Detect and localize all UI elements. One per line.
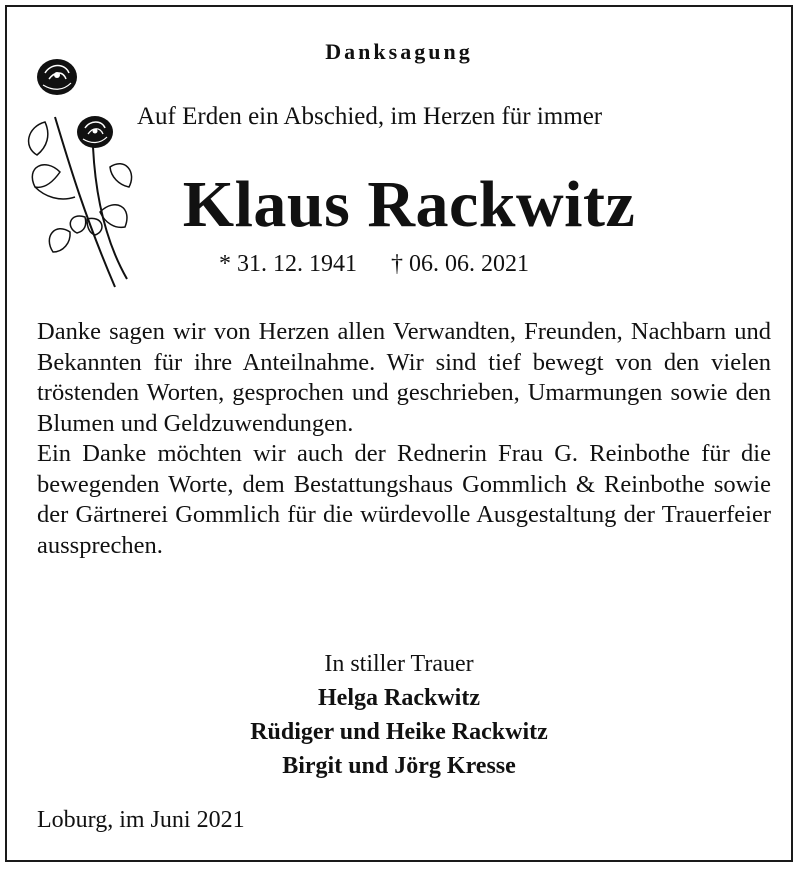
mourning-line: In stiller Trauer [324,651,474,677]
family-member: Birgit und Jörg Kresse [282,753,516,779]
notice-heading: Danksagung [325,39,473,64]
place-date-line: Loburg, im Juni 2021 [37,807,245,833]
family-member: Helga Rackwitz [318,685,480,711]
thanks-paragraph-1: Danke sagen wir von Herzen allen Verwandten, Freunden, Nachbarn und Bekannten für ihre Anteilnahme. Wir sind tief bewegt von den vielen tröstenden Worten, gesprochen und geschrieben, Umarmungen sowie den Blumen und Geldzuwendungen. [37,318,771,437]
thanks-paragraph-2: Ein Danke möchten wir auch der Rednerin Frau G. Reinbothe für die bewegenden Worte, dem Bestattungshaus Gommlich & Reinbothe sowie der Gärtnerei Gommlich für die würdevolle Ausgestaltung der Trauerfeier aussprechen. [37,440,771,559]
death-date: † 06. 06. 2021 [391,251,529,277]
obituary-notice [5,5,793,862]
deceased-name: Klaus Rackwitz [182,168,636,241]
life-dates [219,251,563,278]
mourners-block [7,647,791,783]
motto-line: Auf Erden ein Abschied, im Herzen für immer [137,103,603,130]
thanks-text [37,317,771,561]
family-member: Rüdiger und Heike Rackwitz [250,719,548,745]
birth-date: * 31. 12. 1941 [219,251,357,277]
